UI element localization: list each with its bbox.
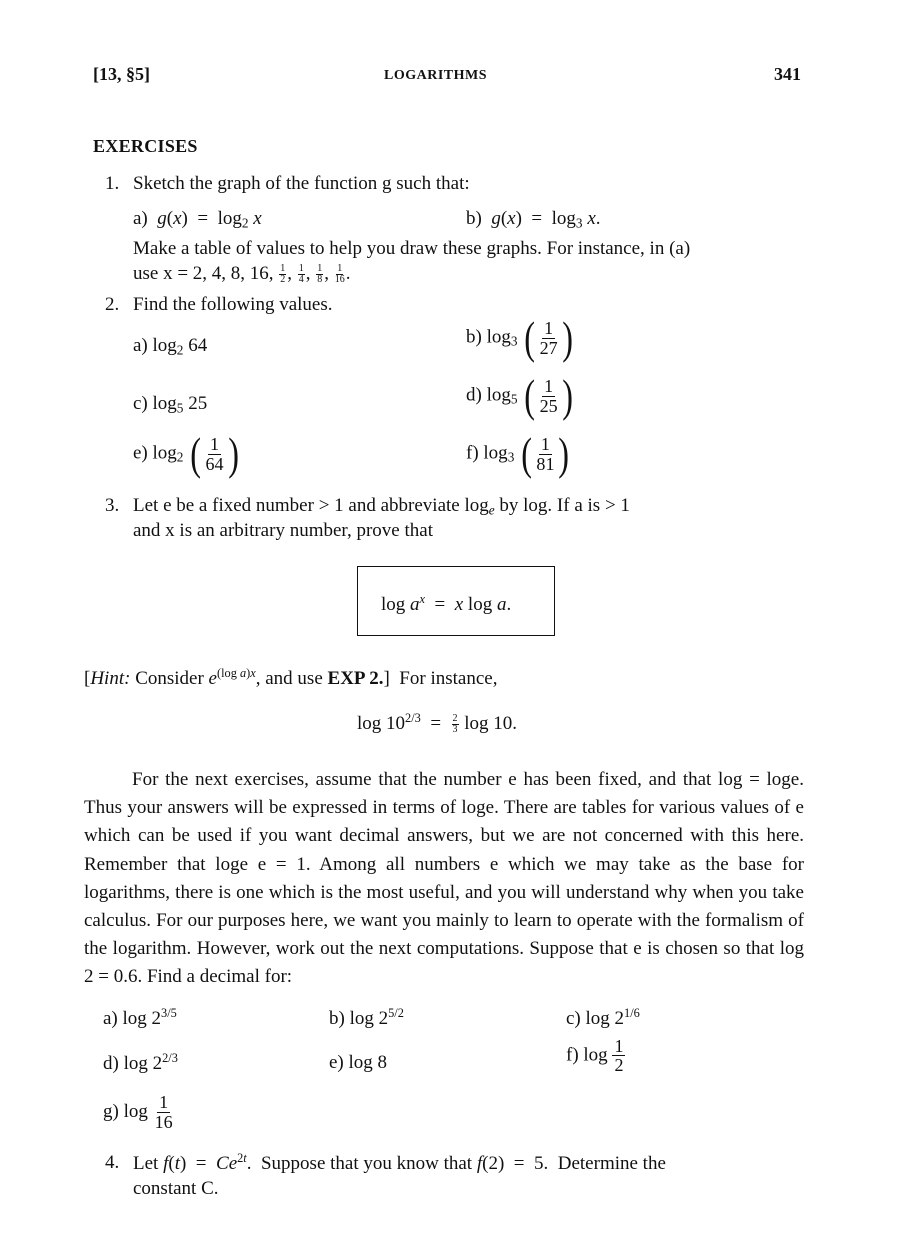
- item-label: b): [329, 1007, 345, 1029]
- decimal-item-d: d) $\log 2^{2/3}$: [103, 1051, 178, 1074]
- exercise-4-line2: constant C.: [133, 1178, 219, 1199]
- item-label: g): [103, 1100, 119, 1122]
- exercise-number: 2.: [105, 294, 120, 315]
- exercise-2-text: Find the following values.: [133, 294, 333, 315]
- item-label: e): [329, 1052, 344, 1073]
- decimal-item-a: a) $\log 2^{3/5}$: [103, 1006, 177, 1029]
- decimal-item-g: g) log $\frac{1}{16}$: [103, 1092, 173, 1132]
- item-2f: f) $\log_3$ ( $\frac{1}{81}$ ): [466, 428, 570, 479]
- values-line: use x = 2, 4, 8, 16, $\frac{1}{2}$ , $\frac{1}{4}$ , $\frac{1}{8}$ , $\frac{1}{16}$ .: [133, 263, 351, 286]
- item-expression: $g(x) = \log_2 x$: [157, 208, 262, 231]
- item-label: c): [133, 393, 148, 414]
- section-reference: [13, §5]: [93, 64, 150, 84]
- page-number: 341: [774, 64, 801, 84]
- item-1a: [133, 207, 262, 232]
- example-equation: $\log 10^{2/3}$ = $\frac{2}{3}$ log 10.: [357, 711, 518, 735]
- boxed-formula-text: $\log a^x = x$ log a.: [381, 592, 512, 615]
- hint-tail: For instance,: [399, 667, 498, 689]
- item-label: a): [103, 1007, 118, 1029]
- exercise-1-text: Sketch the graph of the function g such that:: [133, 173, 470, 194]
- item-label: d): [103, 1052, 119, 1074]
- item-label: c): [566, 1007, 581, 1029]
- item-1b: [466, 207, 601, 232]
- decimal-item-f: f) log $\frac{1}{2}$: [566, 1036, 624, 1075]
- line1-text: Let e be a fixed number > 1 and abbreviate log: [133, 495, 489, 516]
- item-2b: b) $\log_3$ ( $\frac{1}{27}$ ): [466, 312, 573, 363]
- item-2a: a) $\log_2 64$: [133, 335, 208, 358]
- item-2e: e) $\log_2$ ( $\frac{1}{64}$ ): [133, 428, 239, 479]
- values-text: use x = 2, 4, 8, 16,: [133, 263, 274, 284]
- item-label: f): [566, 1044, 579, 1066]
- exercise-number: 4.: [105, 1152, 120, 1173]
- exercise-4-line1: Let $f(t) = Ce^{2t}$. Suppose that you know that f(2) = 5. Determine the: [133, 1151, 666, 1174]
- decimal-item-e: e) log 8: [329, 1052, 388, 1073]
- item-label: e): [133, 442, 148, 464]
- hint-line: [Hint: Consider $e^{(log a)x}$, and use EXP 2.] For instance,: [84, 666, 498, 689]
- item-2c: c) $\log_5 25$: [133, 393, 208, 416]
- item-label: a): [133, 208, 148, 229]
- item-label: b): [466, 326, 482, 348]
- decimal-item-c: c) $\log 2^{1/6}$: [566, 1006, 640, 1029]
- decimal-item-b: b) $\log 2^{5/2}$: [329, 1006, 404, 1029]
- exercise-number: 3.: [105, 495, 120, 516]
- line1b-text: by log. If a is > 1: [499, 495, 630, 516]
- table-hint-text: Make a table of values to help you draw these graphs. For instance, in (a): [133, 238, 691, 259]
- item-label: d): [466, 384, 482, 406]
- item-expression: $g(x) = \log_3 x$.: [491, 208, 601, 231]
- exercise-text: [133, 172, 813, 195]
- item-2d: d) $\log_5$ ( $\frac{1}{25}$ ): [466, 370, 573, 421]
- paragraph-text: For the next exercises, assume that the number e has been fixed, and that log = loge. Thus your answers will be expressed in terms of loge. There are tables for various values of e which can be used if you want decimal answers, but we are not concerned with this here. Remember that loge e = 1. Among all numbers e which we may take as the base for logarithms, there is one which is the most useful, and you will understand why when you take calculus. For our purposes here, we want you mainly to learn to operate with the formalism of the logarithm. However, work out the next computations. Suppose that e is chosen so that log 2 = 0.6. Find a decimal for:: [84, 769, 804, 988]
- section-title: EXERCISES: [93, 136, 198, 156]
- exercise-3-line2: and x is an arbitrary number, prove that: [133, 520, 433, 541]
- item-label: b): [466, 208, 482, 229]
- item-label: f): [466, 442, 479, 464]
- exercise-number: 1.: [105, 173, 120, 194]
- item-label: a): [133, 335, 148, 356]
- instructions-paragraph: [84, 766, 804, 992]
- running-title: LOGARITHMS: [384, 68, 488, 83]
- exercise-3-line1: Let e be a fixed number > 1 and abbreviate $\log_e$ by log. If a is > 1: [133, 495, 630, 518]
